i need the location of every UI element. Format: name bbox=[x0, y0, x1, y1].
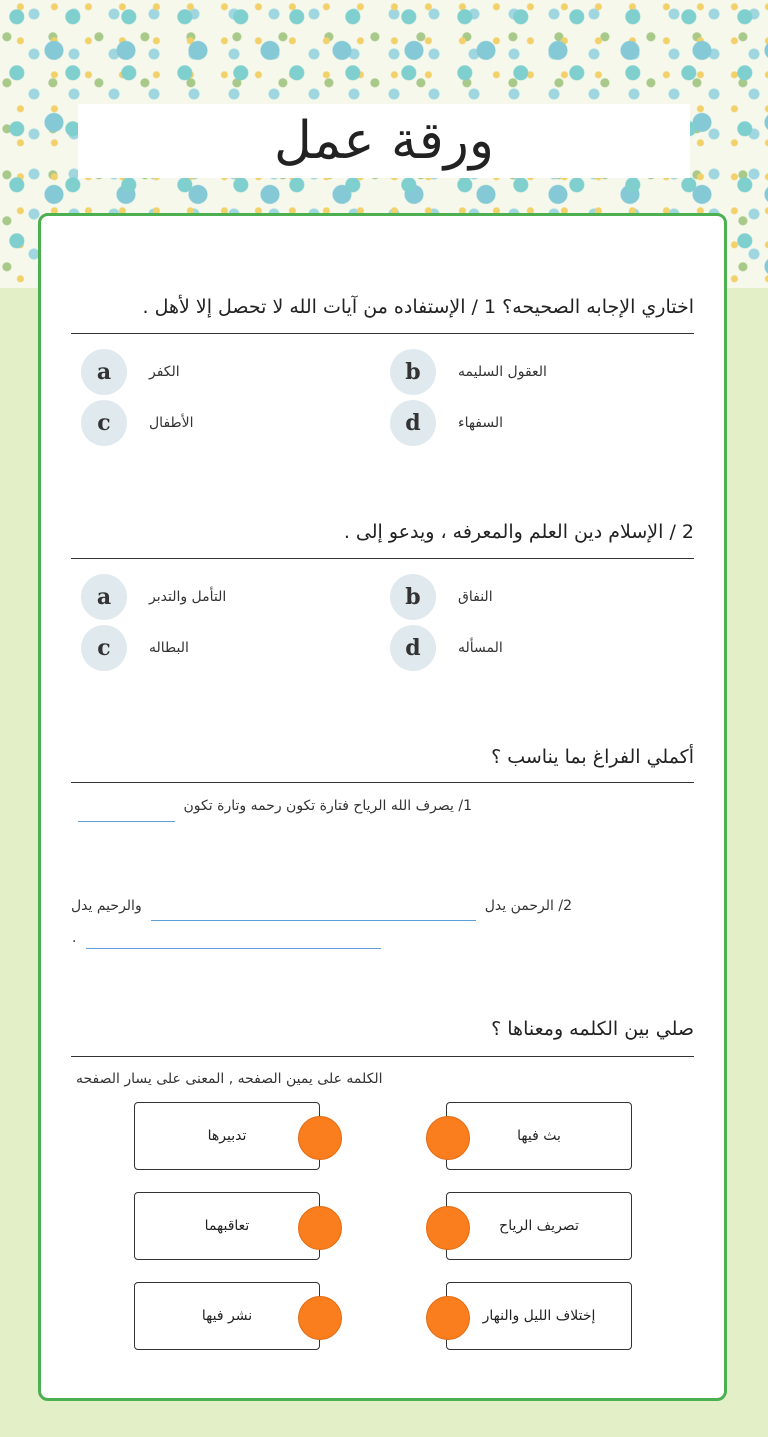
option-text: الكفر bbox=[149, 364, 180, 380]
q1-option-c[interactable] bbox=[81, 400, 194, 446]
option-text: البطاله bbox=[149, 640, 189, 656]
fill-blank-2a[interactable] bbox=[151, 920, 476, 921]
match-connector-left-3[interactable] bbox=[298, 1296, 342, 1340]
title-banner bbox=[78, 104, 690, 178]
q1-option-a[interactable] bbox=[81, 349, 180, 395]
fill-item-2-text-b: والرحيم يدل bbox=[71, 898, 142, 914]
question-3-heading: أكملي الفراغ بما يناسب ؟ bbox=[491, 746, 694, 768]
question-1-divider bbox=[71, 333, 694, 334]
q2-option-d[interactable] bbox=[390, 625, 503, 671]
question-4-divider bbox=[71, 1056, 694, 1057]
q1-option-b[interactable] bbox=[390, 349, 547, 395]
match-meaning-2: تعاقبهما bbox=[134, 1192, 320, 1260]
option-text: المسأله bbox=[458, 640, 503, 656]
question-1-heading: اختاري الإجابه الصحيحه؟ 1 / الإستفاده من آيات الله لا تحصل إلا لأهل . bbox=[142, 296, 694, 318]
option-letter-c: c bbox=[81, 400, 127, 446]
option-letter-b: b bbox=[390, 349, 436, 395]
option-text: العقول السليمه bbox=[458, 364, 547, 380]
match-connector-right-2[interactable] bbox=[426, 1206, 470, 1250]
q1-option-d[interactable] bbox=[390, 400, 503, 446]
match-meaning-3: نشر فيها bbox=[134, 1282, 320, 1350]
option-text: السفهاء bbox=[458, 415, 504, 431]
match-connector-right-1[interactable] bbox=[426, 1116, 470, 1160]
option-text: النفاق bbox=[458, 589, 493, 605]
option-letter-a: a bbox=[81, 349, 127, 395]
option-letter-d: d bbox=[390, 625, 436, 671]
fill-blank-2b[interactable] bbox=[86, 948, 381, 949]
option-letter-c: c bbox=[81, 625, 127, 671]
question-4-heading: صلي بين الكلمه ومعناها ؟ bbox=[491, 1018, 694, 1040]
option-text: الأطفال bbox=[149, 415, 194, 431]
worksheet-card bbox=[38, 213, 727, 1401]
match-word-2: تصريف الرياح bbox=[446, 1192, 632, 1260]
fill-blank-1[interactable] bbox=[78, 821, 175, 822]
option-letter-b: b bbox=[390, 574, 436, 620]
option-letter-d: d bbox=[390, 400, 436, 446]
q2-option-c[interactable] bbox=[81, 625, 189, 671]
option-text: التأمل والتدبر bbox=[149, 589, 227, 605]
page-title: ورقة عمل bbox=[274, 111, 494, 171]
fill-item-2-text-a: 2/ الرحمن يدل bbox=[484, 898, 572, 914]
match-connector-right-3[interactable] bbox=[426, 1296, 470, 1340]
match-meaning-1: تدبيرها bbox=[134, 1102, 320, 1170]
fill-item-1-text: 1/ يصرف الله الرياح فتارة تكون رحمه وتارة تكون bbox=[183, 798, 472, 814]
question-3-divider bbox=[71, 782, 694, 783]
match-instruction: الكلمه على يمين الصفحه , المعنى على يسار الصفحه bbox=[76, 1071, 383, 1087]
match-connector-left-2[interactable] bbox=[298, 1206, 342, 1250]
question-2-heading: 2 / الإسلام دين العلم والمعرفه ، ويدعو إلى . bbox=[343, 521, 694, 543]
q2-option-a[interactable] bbox=[81, 574, 226, 620]
option-letter-a: a bbox=[81, 574, 127, 620]
q2-option-b[interactable] bbox=[390, 574, 493, 620]
match-word-1: بث فيها bbox=[446, 1102, 632, 1170]
fill-item-2-end: . bbox=[72, 930, 77, 946]
question-2-divider bbox=[71, 558, 694, 559]
match-word-3: إختلاف الليل والنهار bbox=[446, 1282, 632, 1350]
match-connector-left-1[interactable] bbox=[298, 1116, 342, 1160]
